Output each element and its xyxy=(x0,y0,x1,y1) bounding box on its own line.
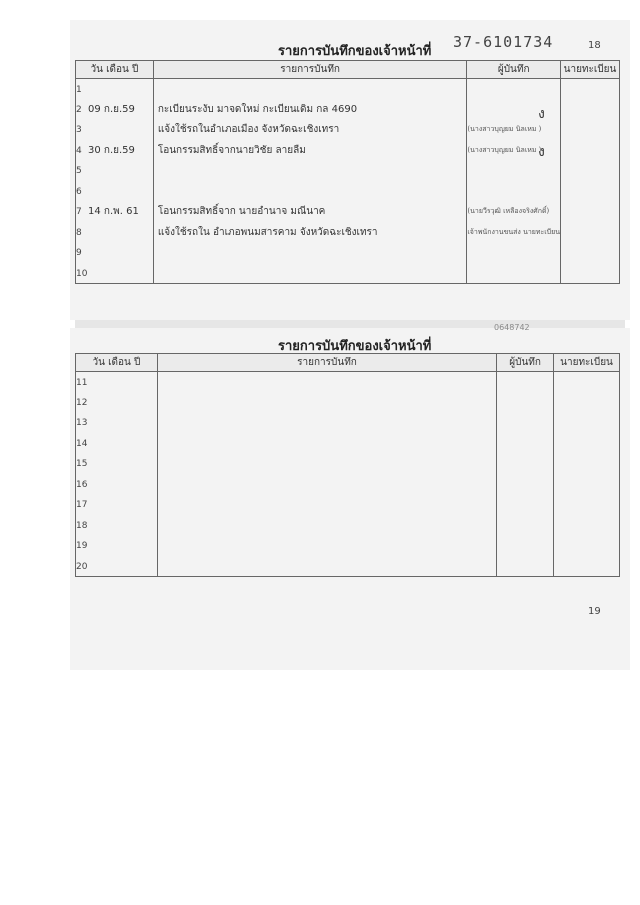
row-number: 6 xyxy=(76,186,82,197)
record-cell: แจ้งใช้รถในอำเภอเมือง จังหวัดฉะเชิงเทรา xyxy=(153,120,467,141)
record-cell: โอนกรรมสิทธิ์จาก นายอำนาจ มณีนาค xyxy=(153,202,467,223)
row-number: 12 xyxy=(76,397,88,408)
record-cell xyxy=(153,263,467,284)
header-registrar: นายทะเบียน xyxy=(561,61,620,79)
registrar-cell xyxy=(561,79,620,100)
row-number: 2 xyxy=(76,104,82,115)
record-cell: กะเบียนระงับ มาจดใหม่ กะเบียนเดิม กล 4690 xyxy=(153,99,467,120)
registrar-cell xyxy=(561,120,620,141)
record-cell xyxy=(157,515,496,536)
table-row xyxy=(76,79,620,100)
date-cell xyxy=(76,263,154,284)
date-cell xyxy=(76,536,158,557)
record-cell xyxy=(153,79,467,100)
date-cell xyxy=(76,202,154,223)
date-cell xyxy=(76,161,154,182)
record-cell xyxy=(157,392,496,413)
recorder-cell xyxy=(497,536,554,557)
record-cell xyxy=(157,433,496,454)
recorder-cell xyxy=(467,243,561,264)
recorder-cell xyxy=(467,99,561,120)
row-number: 14 xyxy=(76,438,88,449)
registrar-cell xyxy=(561,99,620,120)
row-number: 9 xyxy=(76,248,82,259)
registrar-cell xyxy=(554,556,620,577)
table-row xyxy=(76,536,620,557)
row-number: 13 xyxy=(76,418,88,429)
date-cell xyxy=(76,515,158,536)
top-header-row xyxy=(76,61,620,79)
registrar-cell xyxy=(554,474,620,495)
registrar-cell xyxy=(561,243,620,264)
entry-date: 14 ก.พ. 61 xyxy=(88,206,139,218)
date-cell xyxy=(76,120,154,141)
table-row xyxy=(76,161,620,182)
header-record: รายการบันทึก xyxy=(153,61,467,79)
recorder-cell xyxy=(467,161,561,182)
record-cell xyxy=(157,413,496,434)
row-number: 11 xyxy=(76,377,88,388)
date-cell xyxy=(76,556,158,577)
row-number: 10 xyxy=(76,268,88,279)
date-cell xyxy=(76,392,158,413)
row-number: 16 xyxy=(76,479,88,490)
row-number: 18 xyxy=(76,520,88,531)
record-cell xyxy=(153,161,467,182)
registrar-cell xyxy=(561,263,620,284)
recorder-cell xyxy=(497,392,554,413)
recorder-cell: (นายวีรวุฒิ เหลืองจริงศักดิ์) xyxy=(467,202,561,223)
table-row xyxy=(76,222,620,243)
header-recorder: ผู้บันทึก xyxy=(467,61,561,79)
top-page-number: 18 xyxy=(588,40,601,51)
table-row xyxy=(76,243,620,264)
entry-date: 30 ก.ย.59 xyxy=(88,144,135,156)
record-cell: โอนกรรมสิทธิ์จากนายวิชัย ลายลืม xyxy=(153,140,467,161)
date-cell xyxy=(76,99,154,120)
serial-number: 0648742 xyxy=(494,323,530,332)
header-registrar: นายทะเบียน xyxy=(554,354,620,372)
date-cell xyxy=(76,140,154,161)
record-cell: แจ้งใช้รถใน อำเภอพนมสารคาม จังหวัดฉะเชิงเทรา xyxy=(153,222,467,243)
table-row xyxy=(76,372,620,393)
recorder-cell xyxy=(497,454,554,475)
bottom-page-number: 19 xyxy=(588,606,601,617)
table-row xyxy=(76,495,620,516)
date-cell xyxy=(76,495,158,516)
row-number: 8 xyxy=(76,227,82,238)
registrar-cell xyxy=(561,140,620,161)
registrar-cell xyxy=(554,392,620,413)
registrar-cell xyxy=(554,495,620,516)
bottom-header-row xyxy=(76,354,620,372)
table-row xyxy=(76,181,620,202)
row-number: 4 xyxy=(76,145,82,156)
registrar-cell xyxy=(561,161,620,182)
date-cell xyxy=(76,433,158,454)
header-date: วัน เดือน ปี xyxy=(76,354,158,372)
table-row xyxy=(76,515,620,536)
date-cell xyxy=(76,243,154,264)
signature-mark-2: ง xyxy=(538,144,545,160)
registrar-cell xyxy=(554,536,620,557)
record-cell xyxy=(157,474,496,495)
row-number: 3 xyxy=(76,125,82,136)
recorder-cell xyxy=(497,372,554,393)
record-cell xyxy=(157,556,496,577)
date-cell xyxy=(76,79,154,100)
row-number: 7 xyxy=(76,207,82,218)
registrar-cell xyxy=(561,202,620,223)
handwritten-registration-number: 37-6101734 xyxy=(453,33,554,51)
recorder-cell xyxy=(497,433,554,454)
row-number: 1 xyxy=(76,84,82,95)
row-number: 5 xyxy=(76,166,82,177)
recorder-cell xyxy=(497,556,554,577)
table-row xyxy=(76,202,620,223)
table-row xyxy=(76,413,620,434)
recorder-cell xyxy=(497,474,554,495)
top-ledger-table xyxy=(75,60,620,284)
record-cell xyxy=(157,536,496,557)
recorder-cell: เจ้าพนักงานขนส่ง นายทะเบียน xyxy=(467,222,561,243)
recorder-cell xyxy=(467,79,561,100)
table-row xyxy=(76,263,620,284)
date-cell xyxy=(76,454,158,475)
row-number: 19 xyxy=(76,541,88,552)
top-page-title: รายการบันทึกของเจ้าหน้าที่ xyxy=(278,44,432,59)
registrar-cell xyxy=(554,515,620,536)
header-recorder: ผู้บันทึก xyxy=(497,354,554,372)
table-row xyxy=(76,474,620,495)
recorder-cell xyxy=(497,413,554,434)
record-cell xyxy=(157,372,496,393)
row-number: 17 xyxy=(76,500,88,511)
recorder-cell: (นางสาวบุญยม นิลเหม ) xyxy=(467,120,561,141)
record-cell xyxy=(153,243,467,264)
record-cell xyxy=(157,495,496,516)
record-cell xyxy=(157,454,496,475)
table-row xyxy=(76,392,620,413)
registrar-cell xyxy=(554,454,620,475)
date-cell xyxy=(76,372,158,393)
registrar-cell xyxy=(561,181,620,202)
bottom-ledger-table xyxy=(75,353,620,577)
signature-mark-1: ง xyxy=(538,106,545,122)
table-row xyxy=(76,454,620,475)
table-row xyxy=(76,556,620,577)
registrar-cell xyxy=(561,222,620,243)
date-cell xyxy=(76,222,154,243)
registrar-cell xyxy=(554,413,620,434)
table-row xyxy=(76,433,620,454)
recorder-cell: (นางสาวบุญยม นิลเหม ) xyxy=(467,140,561,161)
header-record: รายการบันทึก xyxy=(157,354,496,372)
date-cell xyxy=(76,474,158,495)
registrar-cell xyxy=(554,372,620,393)
recorder-cell xyxy=(497,515,554,536)
record-cell xyxy=(153,181,467,202)
recorder-cell xyxy=(467,263,561,284)
registrar-cell xyxy=(554,433,620,454)
date-cell xyxy=(76,181,154,202)
recorder-cell xyxy=(467,181,561,202)
entry-date: 09 ก.ย.59 xyxy=(88,103,135,115)
date-cell xyxy=(76,413,158,434)
row-number: 15 xyxy=(76,459,88,470)
recorder-cell xyxy=(497,495,554,516)
header-date: วัน เดือน ปี xyxy=(76,61,154,79)
row-number: 20 xyxy=(76,561,88,572)
bottom-page-title: รายการบันทึกของเจ้าหน้าที่ xyxy=(278,339,432,354)
